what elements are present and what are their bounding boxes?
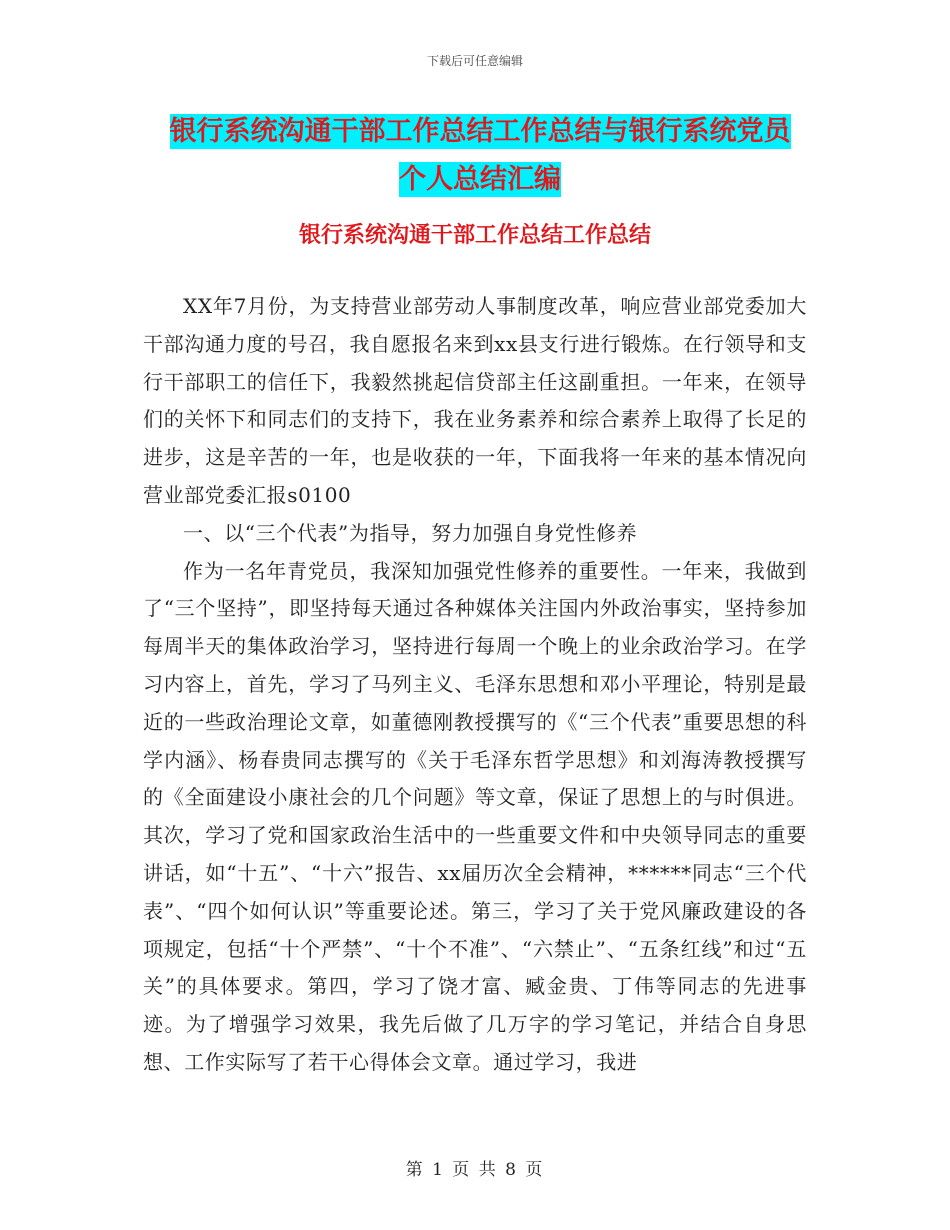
page-number: 第 1 页 共 8 页 <box>405 1160 545 1180</box>
page-header-note: 下载后可任意编辑 <box>426 54 523 68</box>
paragraph-intro: XX年7月份，为支持营业部劳动人事制度改革，响应营业部党委加大干部沟通力度的号召，我自愿报名来到xx县支行进行锻炼。在行领导和支行干部职工的信任下，我毅然挑起信贷部主任这副重担。一年来，在领导们的关怀下和同志们的支持下，我在业务素养和综合素养上取得了长足的进步，这是辛苦的一年，也是收获的一年，下面我将一年来的基本情况向营业部党委汇报s0100 <box>143 294 807 507</box>
document-body <box>143 288 807 1082</box>
title-line-1: 银行系统沟通干部工作总结工作总结与银行系统党员 <box>169 116 791 147</box>
paragraph-party-study: 作为一名年青党员，我深知加强党性修养的重要性。一年来，我做到了“三个坚持”，即坚持每天通过各种媒体关注国内外政治事实，坚持参加每周半天的集体政治学习，坚持进行每周一个晚上的业余政治学习。在学习内容上，首先，学习了马列主义、毛泽东思想和邓小平理论，特别是最近的一些政治理论文章，如董德刚教授撰写的《“三个代表”重要思想的科学内涵》、杨春贵同志撰写的《关于毛泽东哲学思想》和刘海涛教授撰写的《全面建设小康社会的几个问题》等文章，保证了思想上的与时俱进。其次，学习了党和国家政治生活中的一些重要文件和中央领导同志的重要讲话，如“十五”、“十六”报告、xx届历次全会精神，******同志“三个代表”、“四个如何认识”等重要论述。第三，学习了关于党风廉政建设的各项规定，包括“十个严禁”、“十个不准”、“六禁止”、“五条红线”和过“五关”的具体要求。第四，学习了饶才富、臧金贵、丁伟等同志的先进事迹。为了增强学习效果，我先后做了几万字的学习笔记，并结合自身思想、工作实际写了若干心得体会文章。通过学习，我进 <box>143 558 807 1074</box>
title-line-2: 个人总结汇编 <box>399 164 561 195</box>
document-title <box>150 108 810 204</box>
section-title: 银行系统沟通干部工作总结工作总结 <box>298 223 651 248</box>
paragraph-heading-1: 一、以“三个代表”为指导，努力加强自身党性修养 <box>183 520 638 545</box>
